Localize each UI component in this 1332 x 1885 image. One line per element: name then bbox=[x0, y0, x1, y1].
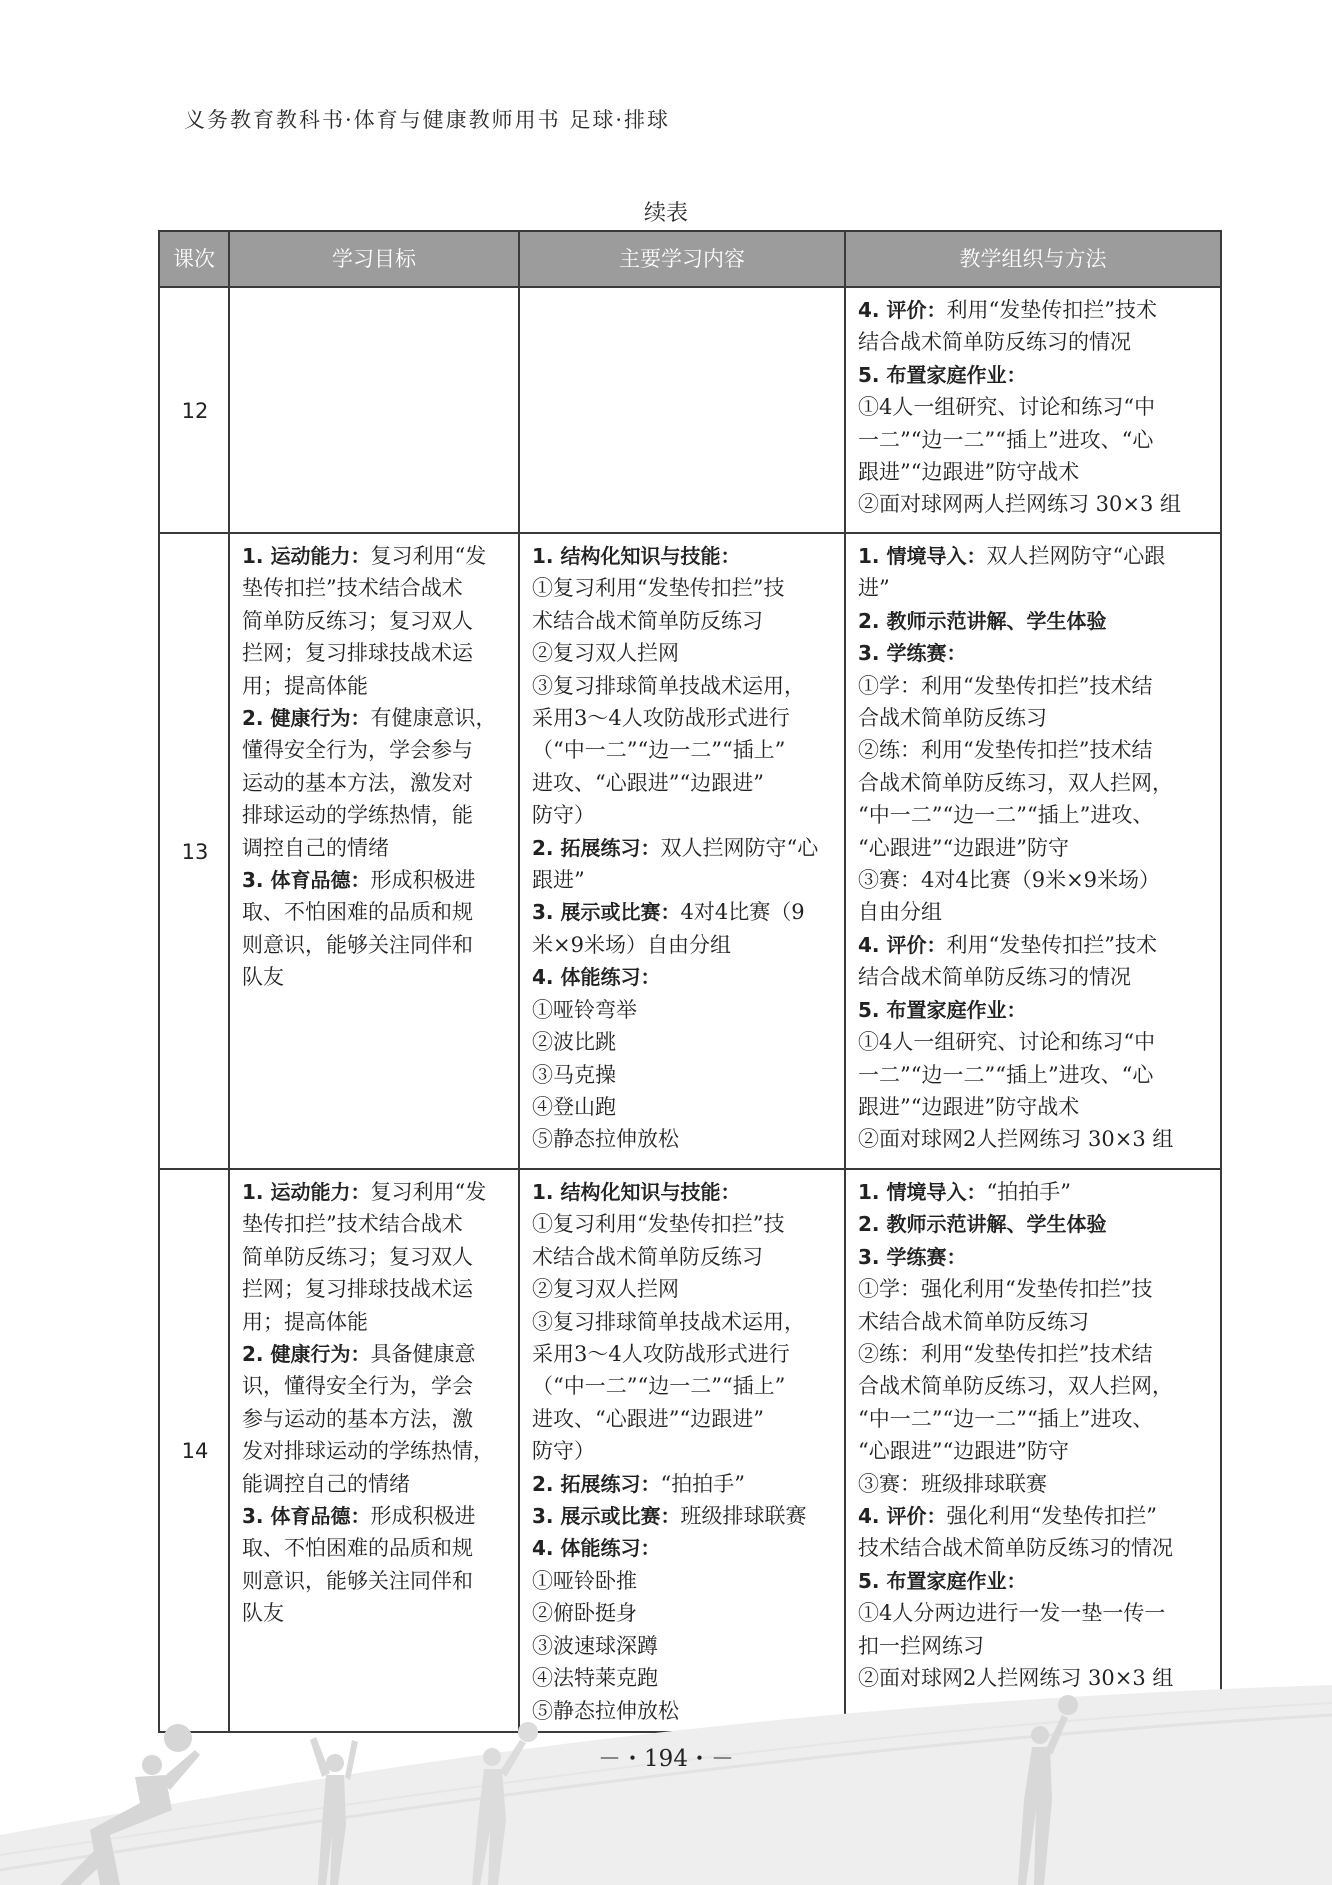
line-label: 5. 布置家庭作业： bbox=[858, 997, 1027, 1022]
cell-line bbox=[858, 929, 1210, 961]
line-label: 1. 结构化知识与技能： bbox=[532, 1180, 741, 1204]
line-text: 参与运动的基本方法，激 bbox=[242, 1406, 473, 1431]
line-text: “中一二”“边一二”“插上”进攻、 bbox=[858, 803, 1154, 828]
line-text: 识，懂得安全行为，学会 bbox=[242, 1374, 473, 1399]
cell-line bbox=[242, 896, 508, 928]
line-label: 4. 评价： bbox=[858, 932, 947, 957]
line-text: 一二”“边一二”“插上”进攻、“心 bbox=[858, 1062, 1154, 1087]
line-text: ①4人分两边进行一发一垫一传一 bbox=[858, 1601, 1166, 1626]
line-label: 1. 结构化知识与技能： bbox=[532, 544, 741, 568]
cell-line bbox=[242, 929, 508, 961]
line-text: 术结合战术简单防反练习 bbox=[532, 1244, 763, 1269]
line-text: 防守） bbox=[532, 803, 595, 828]
cell-line bbox=[532, 1208, 834, 1240]
line-text: ①复习利用“发垫传扣拦”技 bbox=[532, 1212, 785, 1237]
line-label: 2. 健康行为： bbox=[242, 706, 371, 731]
content-cell bbox=[519, 287, 845, 533]
line-label: 3. 展示或比赛： bbox=[532, 1504, 681, 1529]
line-text: ②面对球网2人拦网练习 30×3 组 bbox=[858, 1666, 1174, 1691]
cell-line bbox=[858, 1338, 1210, 1370]
line-text: 一二”“边一二”“插上”进攻、“心 bbox=[858, 427, 1154, 452]
ball-icon bbox=[1058, 1695, 1078, 1715]
line-text: ②面对球网2人拦网练习 30×3 组 bbox=[858, 1127, 1174, 1152]
column-header: 课次 bbox=[159, 231, 229, 287]
cell-line bbox=[242, 702, 508, 734]
line-text: 4对4比赛（9 bbox=[680, 900, 805, 925]
line-text: 采用3～4人攻防战形式进行 bbox=[532, 1342, 790, 1367]
line-text: 拦网；复习排球技战术运 bbox=[242, 1277, 473, 1302]
cell-line bbox=[858, 1176, 1210, 1208]
cell-line bbox=[858, 767, 1210, 799]
cell-line bbox=[532, 1306, 834, 1338]
line-text: “中一二”“边一二”“插上”进攻、 bbox=[858, 1406, 1154, 1431]
cell-line bbox=[532, 572, 834, 604]
line-text: 利用“发垫传扣拦”技术 bbox=[946, 298, 1157, 322]
line-text: 结合战术简单防反练习的情况 bbox=[858, 330, 1131, 355]
line-text: 懂得安全行为，学会参与 bbox=[242, 738, 473, 763]
line-text: 合战术简单防反练习 bbox=[858, 706, 1047, 731]
cell-line bbox=[532, 734, 834, 766]
line-text: 扣一拦网练习 bbox=[858, 1633, 984, 1658]
line-text: 技术结合战术简单防反练习的情况 bbox=[858, 1536, 1173, 1561]
line-text: 自由分组 bbox=[858, 900, 942, 925]
cell-line bbox=[858, 1500, 1210, 1532]
cell-line bbox=[242, 1208, 508, 1240]
line-text: 双人拦网防守“心跟 bbox=[986, 544, 1166, 568]
line-text: ④法特莱克跑 bbox=[532, 1666, 658, 1691]
line-text: “心跟进”“边跟进”防守 bbox=[858, 1439, 1069, 1464]
line-label: 2. 拓展练习： bbox=[532, 1471, 661, 1496]
line-text: 形成积极进 bbox=[370, 868, 476, 893]
cell-line bbox=[242, 767, 508, 799]
line-label: 3. 体育品德： bbox=[242, 1504, 371, 1529]
cell-line bbox=[242, 670, 508, 702]
cell-line bbox=[532, 1176, 834, 1208]
line-text: 复习利用“发 bbox=[370, 544, 487, 568]
lesson-number: 13 bbox=[159, 533, 229, 1169]
cell-line bbox=[858, 702, 1210, 734]
cell-line bbox=[858, 456, 1210, 488]
cell-line bbox=[858, 670, 1210, 702]
line-text: 结合战术简单防反练习的情况 bbox=[858, 965, 1131, 990]
cell-line bbox=[532, 896, 834, 928]
line-text: 则意识，能够关注同伴和 bbox=[242, 932, 473, 957]
line-text: “心跟进”“边跟进”防守 bbox=[858, 835, 1069, 860]
line-label: 3. 体育品德： bbox=[242, 868, 371, 893]
line-text: 跟进” bbox=[532, 868, 585, 893]
cell-line bbox=[532, 1468, 834, 1500]
cell-line bbox=[532, 994, 834, 1026]
line-text: ④登山跑 bbox=[532, 1094, 616, 1119]
cell-line bbox=[532, 1403, 834, 1435]
line-text: ③复习排球简单技战术运用， bbox=[532, 673, 805, 698]
line-label: 2. 健康行为： bbox=[242, 1342, 371, 1367]
line-text: ①复习利用“发垫传扣拦”技 bbox=[532, 576, 785, 601]
line-text: “拍拍手” bbox=[986, 1180, 1071, 1204]
cell-line bbox=[858, 832, 1210, 864]
cell-line bbox=[532, 1059, 834, 1091]
cell-line bbox=[532, 540, 834, 572]
cell-line bbox=[858, 1123, 1210, 1155]
line-text: 垫传扣拦”技术结合战术 bbox=[242, 576, 463, 601]
cell-line bbox=[858, 488, 1210, 520]
line-text: 调控自己的情绪 bbox=[242, 835, 389, 860]
cell-line bbox=[532, 1565, 834, 1597]
column-header: 主要学习内容 bbox=[519, 231, 845, 287]
line-text: 用；提高体能 bbox=[242, 1309, 368, 1334]
cell-line bbox=[532, 1026, 834, 1058]
cell-line bbox=[858, 1059, 1210, 1091]
line-text: 米×9米场）自由分组 bbox=[532, 932, 731, 957]
line-text: 术结合战术简单防反练习 bbox=[532, 608, 763, 633]
cell-line bbox=[858, 1241, 1210, 1273]
cell-line bbox=[858, 864, 1210, 896]
cell-line bbox=[242, 1565, 508, 1597]
line-text: ①哑铃弯举 bbox=[532, 997, 637, 1022]
line-text: ②波比跳 bbox=[532, 1030, 616, 1055]
line-label: 4. 体能练习： bbox=[532, 1536, 661, 1561]
cell-line bbox=[242, 1241, 508, 1273]
line-text: ①学：强化利用“发垫传扣拦”技 bbox=[858, 1277, 1153, 1302]
cell-line bbox=[858, 896, 1210, 928]
cell-line bbox=[242, 540, 508, 572]
lesson-number: 12 bbox=[159, 287, 229, 533]
line-text: 进攻、“心跟进”“边跟进” bbox=[532, 770, 764, 795]
cell-line bbox=[858, 1630, 1210, 1662]
cell-line bbox=[532, 1630, 834, 1662]
cell-line bbox=[532, 1500, 834, 1532]
line-text: ③波速球深蹲 bbox=[532, 1633, 658, 1658]
line-text: ②面对球网两人拦网练习 30×3 组 bbox=[858, 492, 1182, 517]
line-label: 2. 教师示范讲解、学生体验 bbox=[858, 608, 1107, 633]
line-text: 拦网；复习排球技战术运 bbox=[242, 641, 473, 666]
cell-line bbox=[242, 864, 508, 896]
lesson-plan-table bbox=[158, 230, 1222, 1733]
line-text: 班级排球联赛 bbox=[680, 1504, 807, 1529]
line-text: 进” bbox=[858, 576, 890, 601]
line-text: ①4人一组研究、讨论和练习“中 bbox=[858, 395, 1156, 420]
line-text: ③马克操 bbox=[532, 1062, 616, 1087]
lesson-number: 14 bbox=[159, 1169, 229, 1732]
line-label: 4. 评价： bbox=[858, 298, 947, 322]
line-text: 防守） bbox=[532, 1439, 595, 1464]
line-text: 发对排球运动的学练热情， bbox=[242, 1439, 494, 1464]
content-cell bbox=[519, 1169, 845, 1732]
table-header-row bbox=[159, 231, 1221, 287]
line-label: 2. 教师示范讲解、学生体验 bbox=[858, 1212, 1107, 1237]
cell-line bbox=[532, 864, 834, 896]
cell-line bbox=[532, 799, 834, 831]
page-number: －・194・－ bbox=[598, 1746, 734, 1772]
cell-line bbox=[532, 702, 834, 734]
cell-line bbox=[242, 1500, 508, 1532]
line-label: 3. 学练赛： bbox=[858, 1244, 967, 1269]
cell-line bbox=[858, 1565, 1210, 1597]
column-header: 教学组织与方法 bbox=[845, 231, 1221, 287]
line-text: 排球运动的学练热情，能 bbox=[242, 803, 473, 828]
cell-line bbox=[532, 1532, 834, 1564]
cell-line bbox=[242, 1273, 508, 1305]
line-text: 简单防反练习；复习双人 bbox=[242, 1244, 473, 1269]
cell-line bbox=[858, 391, 1210, 423]
cell-line bbox=[858, 1208, 1210, 1240]
cell-line bbox=[242, 605, 508, 637]
line-label: 1. 情境导入： bbox=[858, 544, 987, 568]
methods-cell bbox=[845, 1169, 1221, 1732]
ball-icon bbox=[518, 1722, 538, 1742]
cell-line bbox=[858, 961, 1210, 993]
cell-line bbox=[858, 1273, 1210, 1305]
line-text: 取、不怕困难的品质和规 bbox=[242, 1536, 473, 1561]
line-text: 能调控自己的情绪 bbox=[242, 1471, 410, 1496]
cell-line bbox=[858, 734, 1210, 766]
cell-line bbox=[858, 326, 1210, 358]
cell-line bbox=[532, 1338, 834, 1370]
table-caption: 续表 bbox=[643, 201, 688, 226]
cell-line bbox=[242, 572, 508, 604]
line-text: ①哑铃卧推 bbox=[532, 1568, 637, 1593]
line-text: ③赛：班级排球联赛 bbox=[858, 1471, 1047, 1496]
methods-cell bbox=[845, 533, 1221, 1169]
line-text: ②练：利用“发垫传扣拦”技术结 bbox=[858, 738, 1153, 763]
cell-line bbox=[242, 1176, 508, 1208]
line-text: 用；提高体能 bbox=[242, 673, 368, 698]
line-text: 队友 bbox=[242, 1601, 284, 1626]
line-label: 4. 体能练习： bbox=[532, 965, 661, 990]
line-text: “拍拍手” bbox=[660, 1471, 745, 1496]
cell-line bbox=[532, 1435, 834, 1467]
cell-line bbox=[858, 294, 1210, 326]
cell-line bbox=[242, 734, 508, 766]
cell-line bbox=[858, 1435, 1210, 1467]
cell-line bbox=[858, 1532, 1210, 1564]
line-text: ③赛：4对4比赛（9米×9米场） bbox=[858, 868, 1161, 893]
cell-line bbox=[858, 637, 1210, 669]
cell-line bbox=[532, 929, 834, 961]
cell-line bbox=[858, 1403, 1210, 1435]
table-row bbox=[159, 287, 1221, 533]
cell-line bbox=[242, 961, 508, 993]
line-text: 取、不怕困难的品质和规 bbox=[242, 900, 473, 925]
cell-line bbox=[242, 1403, 508, 1435]
cell-line bbox=[532, 637, 834, 669]
cell-line bbox=[532, 832, 834, 864]
line-text: （“中一二”“边一二”“插上” bbox=[532, 738, 786, 763]
line-text: ②练：利用“发垫传扣拦”技术结 bbox=[858, 1342, 1153, 1367]
goals-cell bbox=[229, 287, 519, 533]
cell-line bbox=[242, 1370, 508, 1402]
cell-line bbox=[242, 1597, 508, 1629]
line-text: 双人拦网防守“心 bbox=[660, 835, 819, 860]
line-text: 运动的基本方法，激发对 bbox=[242, 770, 473, 795]
line-label: 4. 评价： bbox=[858, 1504, 947, 1529]
line-text: ⑤静态拉伸放松 bbox=[532, 1698, 679, 1723]
line-text: ①4人一组研究、讨论和练习“中 bbox=[858, 1030, 1156, 1055]
cell-line bbox=[858, 605, 1210, 637]
line-text: 有健康意识， bbox=[370, 706, 497, 731]
line-text: 跟进”“边跟进”防守战术 bbox=[858, 460, 1080, 485]
cell-line bbox=[858, 1091, 1210, 1123]
line-text: 术结合战术简单防反练习 bbox=[858, 1309, 1089, 1334]
cell-line bbox=[858, 1026, 1210, 1058]
line-label: 3. 学练赛： bbox=[858, 641, 967, 666]
line-text: 形成积极进 bbox=[370, 1504, 476, 1529]
cell-line bbox=[532, 1123, 834, 1155]
footer-decoration bbox=[0, 1685, 1332, 1885]
goals-cell bbox=[229, 1169, 519, 1732]
line-text: 队友 bbox=[242, 965, 284, 990]
table-row bbox=[159, 533, 1221, 1169]
line-label: 1. 情境导入： bbox=[858, 1180, 987, 1204]
methods-cell bbox=[845, 287, 1221, 533]
line-text: 复习利用“发 bbox=[370, 1180, 487, 1204]
line-label: 5. 布置家庭作业： bbox=[858, 362, 1027, 387]
line-text: ③复习排球简单技战术运用， bbox=[532, 1309, 805, 1334]
line-text: 垫传扣拦”技术结合战术 bbox=[242, 1212, 463, 1237]
line-label: 1. 运动能力： bbox=[242, 544, 371, 568]
line-label: 2. 拓展练习： bbox=[532, 835, 661, 860]
line-text: （“中一二”“边一二”“插上” bbox=[532, 1374, 786, 1399]
line-text: 进攻、“心跟进”“边跟进” bbox=[532, 1406, 764, 1431]
line-text: 简单防反练习；复习双人 bbox=[242, 608, 473, 633]
line-text: 跟进”“边跟进”防守战术 bbox=[858, 1094, 1080, 1119]
cell-line bbox=[242, 1338, 508, 1370]
line-text: 合战术简单防反练习，双人拦网， bbox=[858, 770, 1173, 795]
line-text: ①学：利用“发垫传扣拦”技术结 bbox=[858, 673, 1153, 698]
cell-line bbox=[532, 1370, 834, 1402]
line-text: 则意识，能够关注同伴和 bbox=[242, 1568, 473, 1593]
content-cell bbox=[519, 533, 845, 1169]
cell-line bbox=[532, 1091, 834, 1123]
line-text: 采用3～4人攻防战形式进行 bbox=[532, 706, 790, 731]
cell-line bbox=[858, 1306, 1210, 1338]
cell-line bbox=[532, 670, 834, 702]
cell-line bbox=[242, 799, 508, 831]
cell-line bbox=[858, 424, 1210, 456]
table-row bbox=[159, 1169, 1221, 1732]
cell-line bbox=[532, 1273, 834, 1305]
cell-line bbox=[858, 540, 1210, 572]
line-text: ⑤静态拉伸放松 bbox=[532, 1127, 679, 1152]
line-text: 具备健康意 bbox=[370, 1342, 476, 1367]
line-text: ②俯卧挺身 bbox=[532, 1601, 637, 1626]
cell-line bbox=[858, 994, 1210, 1026]
cell-line bbox=[858, 1597, 1210, 1629]
cell-line bbox=[242, 1306, 508, 1338]
cell-line bbox=[858, 799, 1210, 831]
line-text: ②复习双人拦网 bbox=[532, 641, 679, 666]
line-text: ②复习双人拦网 bbox=[532, 1277, 679, 1302]
cell-line bbox=[242, 1468, 508, 1500]
goals-cell bbox=[229, 533, 519, 1169]
line-label: 5. 布置家庭作业： bbox=[858, 1568, 1027, 1593]
line-label: 1. 运动能力： bbox=[242, 1180, 371, 1204]
cell-line bbox=[532, 1597, 834, 1629]
cell-line bbox=[532, 1241, 834, 1273]
cell-line bbox=[858, 1468, 1210, 1500]
cell-line bbox=[532, 767, 834, 799]
column-header: 学习目标 bbox=[229, 231, 519, 287]
line-text: 合战术简单防反练习，双人拦网， bbox=[858, 1374, 1173, 1399]
cell-line bbox=[532, 961, 834, 993]
cell-line bbox=[532, 605, 834, 637]
cell-line bbox=[242, 832, 508, 864]
cell-line bbox=[242, 1435, 508, 1467]
cell-line bbox=[242, 637, 508, 669]
cell-line bbox=[858, 1370, 1210, 1402]
cell-line bbox=[858, 572, 1210, 604]
running-header: 义务教育教科书·体育与健康教师用书 足球·排球 bbox=[184, 108, 671, 132]
cell-line bbox=[242, 1532, 508, 1564]
line-text: 利用“发垫传扣拦”技术 bbox=[946, 932, 1157, 957]
line-text: 强化利用“发垫传扣拦” bbox=[946, 1504, 1157, 1529]
line-label: 3. 展示或比赛： bbox=[532, 900, 681, 925]
cell-line bbox=[858, 359, 1210, 391]
